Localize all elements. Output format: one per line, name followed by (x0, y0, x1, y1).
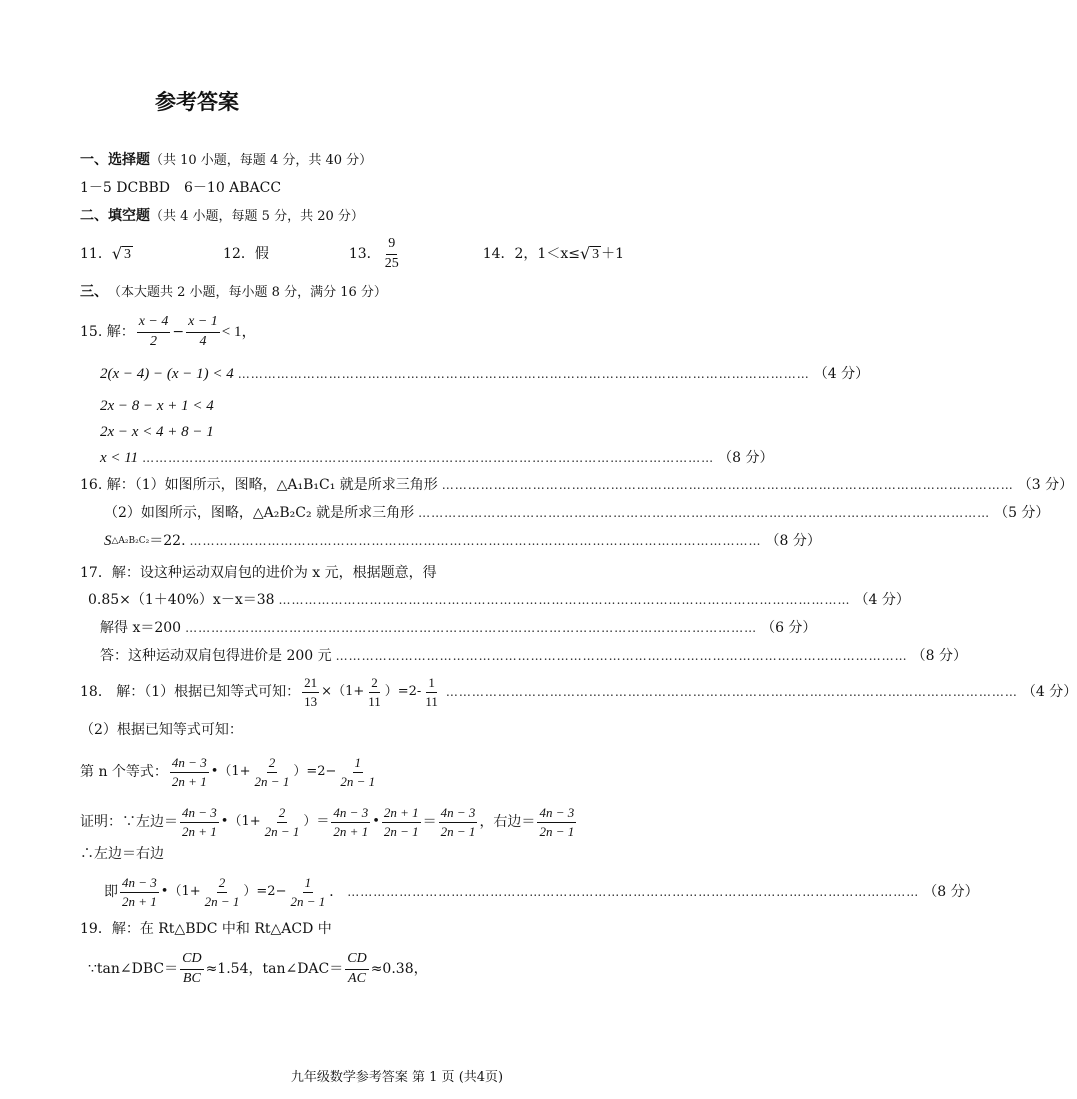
leader-dots: …………………………………………………………………………………………………………………… (189, 533, 762, 548)
q18-conc-eq: ）=2− (243, 884, 287, 900)
q18-proof-frac3 (331, 805, 370, 839)
q13-label: 13． (348, 245, 381, 262)
page-footer: 九年级数学参考答案 第 1 页 (共4页) (290, 1070, 504, 1085)
q15-minus: − (172, 323, 185, 340)
q18-conc-frac1-num: 4n − 3 (120, 875, 159, 893)
q15-score1: （4 分） (813, 365, 870, 382)
q15-step3 (100, 423, 750, 441)
q19-approx1: ≈1.54，tan∠DAC＝ (205, 960, 344, 977)
q18-proof-frac2-den: 2n − 1 (264, 823, 300, 839)
q18-part2-heading (80, 722, 730, 739)
q11-radicand: 3 (124, 246, 132, 262)
q18-nth-label: 第 n 个等式： (80, 763, 168, 780)
q15-frac2 (186, 314, 220, 351)
leader-dots: …………………………………………………………………………………………………………………… (418, 506, 991, 521)
q18-frac-c-den: 11 (425, 693, 438, 709)
leader-dots: …………………………………………………………………………………………………………………… (445, 684, 1018, 699)
q18-proof-frac6 (537, 805, 576, 839)
q18-times: ×（1+ (321, 684, 365, 700)
q18-proof-frac1 (180, 805, 219, 839)
q18-proof-frac1-den: 2n + 1 (182, 823, 217, 839)
q18-conc-frac1 (120, 875, 159, 909)
q15-label: 15. 解： (80, 323, 135, 340)
q18-proof-frac2 (263, 805, 302, 839)
q17-line1 (80, 565, 730, 582)
q13-num: 9 (386, 236, 397, 255)
q18-frac-b (366, 675, 383, 709)
sqrt-icon: √ (579, 244, 591, 264)
q18-proof-frac3-den: 2n + 1 (333, 823, 369, 839)
q18-conc-frac3-den: 2n − 1 (290, 893, 326, 909)
q18-dot-paren: •（1+ (210, 764, 251, 780)
q16-line2 (104, 505, 1050, 522)
q18-proof-frac3-num: 4n − 3 (331, 805, 370, 823)
q15-frac2-den: 4 (199, 333, 207, 349)
q15-step4 (100, 449, 774, 467)
q13-den: 25 (384, 255, 399, 271)
section1-heading (80, 152, 730, 169)
section3-heading (80, 284, 730, 301)
section2-answers (80, 236, 730, 272)
q15-score4: （8 分） (718, 449, 774, 466)
q17-score2: （4 分） (854, 592, 910, 608)
q18-frac-a (302, 675, 319, 709)
q16-line1-text: 16. 解：（1）如图所示，图略，△A₁B₁C₁ 就是所求三角形 (80, 477, 438, 493)
q15-step2-text: 2x − 8 − x + 1 < 4 (100, 398, 214, 414)
q18-conc-dot-paren: •（1+ (160, 884, 201, 900)
q15-frac2-num: x − 1 (186, 314, 220, 333)
q17-score3: （6 分） (761, 620, 817, 636)
q17-score4: （8 分） (911, 648, 967, 664)
q14-label: 14．2，1＜x≤ (482, 245, 580, 262)
section1-answers (80, 180, 730, 197)
q18-conclusion (104, 872, 979, 912)
q12-answer: 12．假 (223, 245, 269, 262)
q13-fraction (383, 236, 401, 273)
q16-area-value: ＝22. (149, 532, 186, 549)
q18-proof-eqs: ＝ (422, 813, 437, 830)
section2-heading (80, 208, 730, 225)
q19-line2 (88, 948, 738, 990)
q18-frac-f-num: 4n − 3 (170, 755, 209, 773)
q15-frac1-den: 2 (150, 333, 158, 349)
q18-score2: （8 分） (923, 883, 979, 900)
q18-conc-frac3 (288, 875, 327, 909)
q18-therefore-text: ∴左边＝右边 (80, 846, 164, 862)
q18-frac-g-num: 2 (267, 755, 278, 773)
q15-step2 (100, 397, 750, 415)
q19-frac2-num: CD (345, 951, 368, 970)
q18-ji: 即 (104, 883, 118, 900)
q19-because: ∵tan∠DBC＝ (88, 960, 179, 977)
q18-score1: （4 分） (1021, 683, 1077, 700)
q18-conc-frac1-den: 2n + 1 (122, 893, 157, 909)
q18-proof-frac1-num: 4n − 3 (180, 805, 219, 823)
q17-line2-text: 0.85×（1＋40%）x－x＝38 (88, 592, 275, 608)
q18-conc-frac2-num: 2 (217, 875, 228, 893)
q18-frac-b-den: 11 (368, 693, 381, 709)
leader-dots: …………………………………………………………………………………………………………………… (278, 593, 851, 608)
q18-label: 18． 解：（1）根据已知等式可知： (80, 683, 301, 700)
q15-frac1 (137, 314, 171, 351)
q18-proof-frac4-num: 2n + 1 (382, 805, 421, 823)
q18-therefore (80, 846, 730, 863)
q18-proof-eq: ）＝ (303, 814, 330, 830)
q18-proof-frac6-num: 4n − 3 (537, 805, 576, 823)
section3-head: 三、 (80, 284, 108, 300)
q17-line2 (88, 592, 910, 609)
page-title: 参考答案 (155, 90, 239, 114)
q18-frac-a-num: 21 (302, 675, 319, 693)
q18-conc-frac2 (203, 875, 242, 909)
q18-frac-b-num: 2 (369, 675, 380, 693)
q18-nth-equation (80, 752, 730, 792)
leader-dots: …………………………………………………………………………………………………………………… (237, 366, 810, 381)
q17-line3 (100, 620, 817, 637)
q16-score3: （8 分） (765, 532, 821, 549)
q19-line1-text: 19．解：在 Rt△BDC 中和 Rt△ACD 中 (80, 921, 332, 937)
q14-sqrt (580, 244, 601, 263)
q18-frac-g (253, 755, 292, 789)
q18-proof-frac5 (439, 805, 478, 839)
q17-line4 (100, 648, 967, 665)
q18-proof-frac2-num: 2 (277, 805, 288, 823)
section2-note: （共 4 小题，每题 5 分，共 20 分） (150, 208, 364, 224)
q18-frac-f (170, 755, 209, 789)
q14-tail: ＋1 (601, 245, 625, 262)
q18-eq2: ）=2− (293, 764, 337, 780)
q16-line1 (80, 477, 1074, 494)
q19-frac1-den: BC (182, 970, 201, 986)
q19-approx2: ≈0.38， (370, 960, 428, 977)
q16-score1: （3 分） (1017, 477, 1074, 493)
q15-problem (80, 312, 730, 352)
q18-frac-h-den: 2n − 1 (340, 773, 376, 789)
q17-line1-text: 17．解：设这种运动双肩包的进价为 x 元，根据题意，得 (80, 565, 437, 581)
q18-period: ． (329, 883, 344, 900)
q18-proof-frac5-num: 4n − 3 (439, 805, 478, 823)
q15-step3-text: 2x − x < 4 + 8 − 1 (100, 424, 214, 440)
q17-line4-text: 答：这种运动双肩包得进价是 200 元 (100, 648, 332, 664)
q18-frac-c (423, 675, 440, 709)
section2-head: 二、填空题 (80, 208, 150, 224)
q16-line3 (104, 532, 821, 550)
q11-label: 11． (80, 245, 112, 262)
q18-eq: ）=2- (384, 684, 422, 700)
leader-dots: …………………………………………………………………………………………………………………… (347, 884, 920, 899)
q16-area-sub: △A₂B₂C₂ (111, 535, 150, 546)
q11-sqrt (112, 244, 133, 263)
q18-frac-c-num: 1 (426, 675, 437, 693)
q19-line1 (80, 921, 730, 938)
section1-head: 一、选择题 (80, 152, 150, 168)
q18-frac-f-den: 2n + 1 (171, 773, 207, 789)
q18-proof-frac4 (382, 805, 421, 839)
q15-tail: < 1， (221, 324, 257, 340)
q15-step1 (100, 365, 870, 383)
section1-note: （共 10 小题，每题 4 分，共 40 分） (150, 152, 373, 168)
q18-right-label: ，右边＝ (479, 813, 536, 830)
q18-frac-h-num: 1 (353, 755, 364, 773)
q15-step4-text: x < 11 (100, 450, 139, 466)
sqrt-icon: √ (111, 244, 123, 264)
q18-part1 (80, 674, 1077, 710)
q18-proof-frac4-den: 2n − 1 (383, 823, 419, 839)
q18-conc-frac3-num: 1 (303, 875, 314, 893)
q19-frac1 (180, 951, 203, 988)
q18-frac-a-den: 13 (304, 693, 318, 709)
q16-line2-text: （2）如图所示，图略，△A₂B₂C₂ 就是所求三角形 (104, 505, 415, 521)
leader-dots: …………………………………………………………………………………………………………………… (185, 621, 758, 636)
q19-frac2-den: AC (348, 970, 366, 986)
section3-note: （本大题共 2 小题，每小题 8 分，满分 16 分） (108, 284, 387, 300)
q18-proof-frac6-den: 2n − 1 (539, 823, 575, 839)
q18-frac-h (338, 755, 377, 789)
q18-proof-frac5-den: 2n − 1 (440, 823, 476, 839)
q16-area-symbol: S (104, 533, 112, 549)
leader-dots: …………………………………………………………………………………………………………………… (142, 450, 715, 465)
q19-frac1-num: CD (180, 951, 203, 970)
q19-frac2 (345, 951, 368, 988)
q18-conc-frac2-den: 2n − 1 (204, 893, 240, 909)
q18-part2-text: （2）根据已知等式可知： (80, 722, 243, 738)
section1-answers-text: 1－5 DCBBD 6－10 ABACC (80, 180, 282, 196)
q18-frac-g-den: 2n − 1 (254, 773, 290, 789)
q18-proof: 证明：∵左边＝ $\frac{4n - 3}{2n + 1}$ •（1+ $\frac{2}{2n - 1}$ ）＝ $\frac{4n - 3}{2n + 1}$ • $\frac{2n + 1}{2n - 1}$ ＝ $\frac{4n - 3}{2n - 1}$ ，右边＝ $\frac{4n - 3}{2n - 1}$ (80, 804, 575, 839)
leader-dots: …………………………………………………………………………………………………………………… (441, 478, 1014, 493)
q15-frac1-num: x − 4 (137, 314, 171, 333)
q15-step1-text: 2(x − 4) − (x − 1) < 4 (100, 366, 234, 382)
leader-dots: …………………………………………………………………………………………………………………… (335, 649, 908, 664)
q14-radicand: 3 (592, 246, 600, 262)
q16-score2: （5 分） (994, 505, 1050, 521)
q17-line3-text: 解得 x＝200 (100, 620, 182, 636)
q18-proof-label: 证明：∵左边＝ (80, 813, 178, 830)
q18-proof-dot-paren: •（1+ (220, 814, 261, 830)
